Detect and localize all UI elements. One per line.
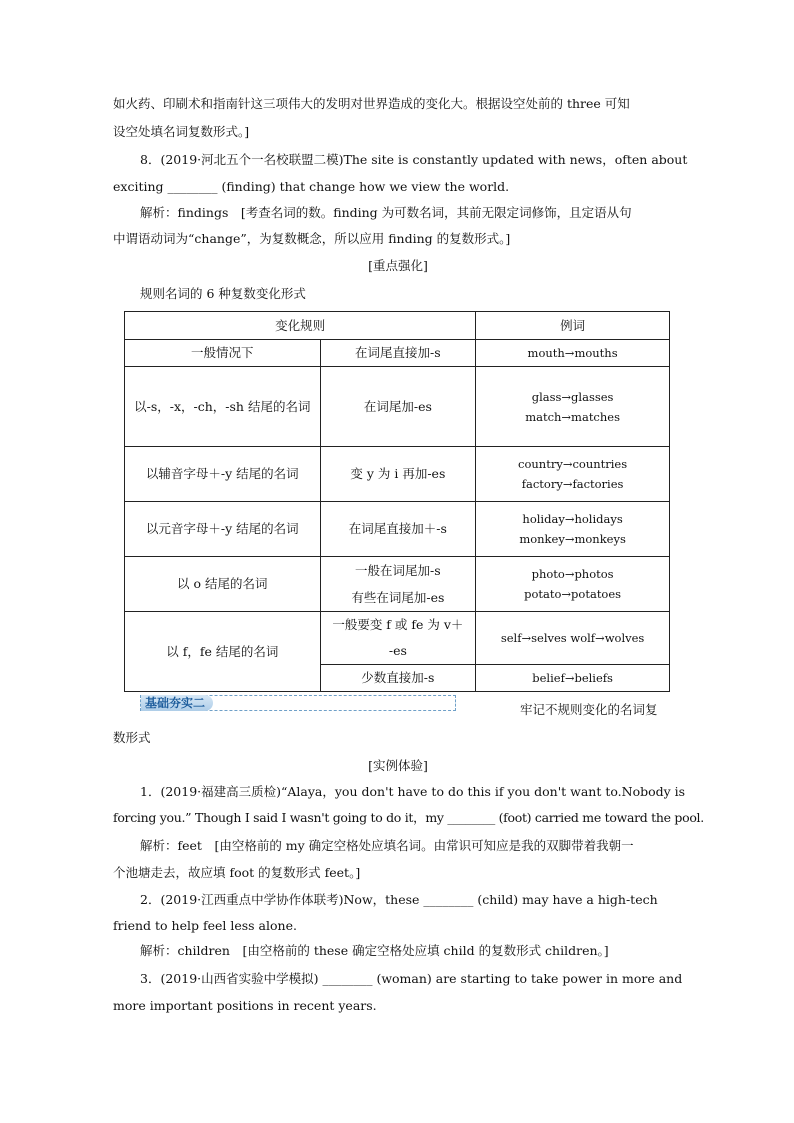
rule-method: 变 y 为 i 再加-es [320, 447, 476, 502]
question-8-answer-1: 解析：findings [考查名词的数。finding 为可数名词，其前无限定词修饰，且定语从句 [140, 205, 632, 220]
table-header-row [125, 312, 670, 340]
table-row [125, 447, 670, 502]
header-rule: 变化规则 [125, 312, 476, 340]
rule-example: belief→beliefs [476, 665, 670, 692]
question-1-line-2: forcing you.” Though I said I wasn't going to do it，my ________ (foot) carried me toward the pool. [113, 810, 704, 825]
rule-example [476, 367, 670, 447]
example-word: match→matches [525, 409, 620, 424]
question-8-line-1: 8．(2019·河北五个一名校联盟二模)The site is constantly updated with news，often about [140, 152, 688, 167]
section-badge [140, 695, 456, 711]
method-line: -es [388, 643, 407, 658]
rule-example: self→selves wolf→wolves [476, 612, 670, 665]
rule-example [476, 447, 670, 502]
method-line: 一般在词尾加-s [355, 563, 441, 578]
method-line: 一般要变 f 或 fe 为 v＋ [332, 617, 464, 632]
question-2-answer-1: 解析：children [由空格前的 these 确定空格处应填 child 的复数形式 children。] [140, 943, 609, 958]
intro-line-1: 如火药、印刷术和指南针这三项伟大的发明对世界造成的变化大。根据设空处前的 three 可知 [113, 96, 630, 111]
focus-heading: [重点强化] [368, 258, 428, 273]
rule-case: 以 o 结尾的名词 [125, 557, 321, 612]
rule-example: mouth→mouths [476, 340, 670, 367]
rule-method: 在词尾直接加-s [320, 340, 476, 367]
section-title-line-2: 数形式 [113, 730, 151, 745]
question-1-answer-1: 解析：feet [由空格前的 my 确定空格处应填名词。由常识可知应是我的双脚带着我朝一 [140, 838, 634, 853]
intro-line-2: 设空处填名词复数形式。] [113, 124, 250, 139]
table-row [125, 367, 670, 447]
rule-example [476, 557, 670, 612]
question-2-line-2: friend to help feel less alone. [113, 918, 297, 933]
example-word: country→countries [518, 457, 628, 471]
question-8-answer-2: 中谓语动词为“change”，为复数概念，所以应用 finding 的复数形式。] [113, 231, 511, 246]
table-subtitle: 规则名词的 6 种复数变化形式 [140, 286, 306, 301]
section-title-line-1: 牢记不规则变化的名词复 [520, 702, 658, 717]
example-word: factory→factories [521, 477, 624, 491]
rule-case: 以辅音字母＋-y 结尾的名词 [125, 447, 321, 502]
example-heading: [实例体验] [368, 758, 428, 773]
rule-case: 以元音字母＋-y 结尾的名词 [125, 502, 321, 557]
question-1-answer-2: 个池塘走去，故应填 foot 的复数形式 feet。] [113, 865, 361, 880]
example-word: holiday→holidays [522, 512, 623, 526]
method-line: 有些在词尾加-es [351, 590, 445, 605]
question-2-line-1: 2．(2019·江西重点中学协作体联考)Now，these ________ (child) may have a high-tech [140, 892, 658, 907]
table-row [125, 340, 670, 367]
table-row [125, 557, 670, 612]
question-8-line-2: exciting ________ (finding) that change how we view the world. [113, 179, 510, 194]
example-word: photo→photos [531, 567, 614, 581]
question-1-line-1: 1．(2019·福建高三质检)“Alaya，you don't have to do this if you don't want to.Nobody is [140, 784, 686, 799]
example-word: monkey→monkeys [519, 532, 626, 546]
table-row [125, 502, 670, 557]
rule-case: 以-s，-x，-ch，-sh 结尾的名词 [125, 367, 321, 447]
rule-method [320, 612, 476, 665]
question-3-line-2: more important positions in recent years. [113, 998, 377, 1013]
table-row [125, 612, 670, 665]
section-badge-label: 基础夯实二 [141, 695, 213, 711]
example-word: glass→glasses [531, 389, 614, 404]
rule-method: 在词尾直接加＋-s [320, 502, 476, 557]
header-example: 例词 [476, 312, 670, 340]
rule-method: 少数直接加-s [320, 665, 476, 692]
rule-method: 在词尾加-es [320, 367, 476, 447]
rule-case: 一般情况下 [125, 340, 321, 367]
question-3-line-1: 3．(2019·山西省实验中学模拟) ________ (woman) are starting to take power in more and [140, 971, 683, 986]
example-word: potato→potatoes [524, 587, 622, 601]
rule-case: 以 f，fe 结尾的名词 [125, 612, 321, 692]
plural-rules-table [124, 311, 670, 692]
rule-example [476, 502, 670, 557]
rule-method [320, 557, 476, 612]
